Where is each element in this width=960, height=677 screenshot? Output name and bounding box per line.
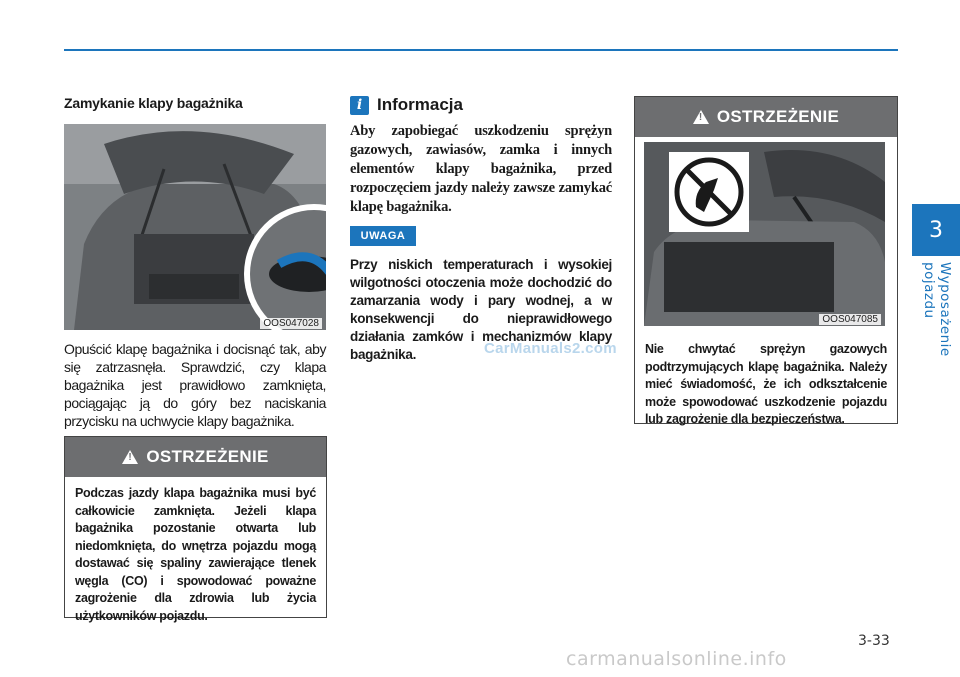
- info-title: Informacja: [377, 95, 463, 114]
- info-icon: i: [350, 96, 369, 115]
- warning-title: OSTRZEŻENIE: [716, 107, 840, 126]
- info-heading: [350, 95, 463, 115]
- photo-code: OOS047028: [260, 318, 322, 329]
- page-number: 3-33: [858, 633, 890, 649]
- warning-triangle-icon: [693, 110, 709, 124]
- warning-text: Podczas jazdy klapa bagażnika musi być całkowicie zamknięta. Jeżeli klapa bagażnika pozostanie otwarta lub niedomknięta, do wnętrza pojazdu mogą dostawać się spaliny zawierające tlenek węgla (CO) i spowodować poważne zagrożenie dla zdrowia lub życia użytkowników pojazdu.: [75, 486, 316, 623]
- warning-box-exhaust: [64, 436, 327, 623]
- warning-text: Nie chwytać sprężyn gazowych podtrzymujących klapę bagażnika. Należy mieć świadomość, że ich odkształcenie może spowodować uszkodzenie pojazdu lub zagrożenie dla bezpieczeństwa.: [645, 342, 887, 426]
- site-watermark: CarManuals2.com: [484, 340, 617, 357]
- closing-instructions: Opuścić klapę bagażnika i docisnąć tak, aby się zatrzasnęła. Sprawdzić, czy klapa bagażnika jest prawidłowo zamknięta, pociągając ją do góry bez naciskania przycisku na uchwycie klapy bagażnika.: [64, 341, 326, 429]
- info-text: Aby zapobiegać uszkodzeniu sprężyn gazowych, zawiasów, zamka i innych elementów klapy bagażnika, przed rozpoczęciem jazdy należy zawsze zamykać klapę bagażnika.: [350, 123, 612, 215]
- warning-triangle-icon: [122, 450, 138, 464]
- photo-code: OOS047085: [819, 314, 881, 325]
- chapter-title: Wyposażenie pojazdu: [921, 262, 953, 357]
- footer-watermark: carmanualsonline.info: [566, 648, 787, 670]
- warning-title: OSTRZEŻENIE: [146, 447, 269, 466]
- tailgate-closing-photo: [64, 124, 326, 330]
- warning-header: [65, 437, 326, 477]
- notice-text: Przy niskich temperaturach i wysokiej wilgotności otoczenia może dochodzić do zamarzania wody i pary wodnej, a w konsekwencji do nieprawidłowego działania zamków i mechanizmów klapy bagażnika.: [350, 257, 612, 362]
- notice-badge: UWAGA: [350, 226, 416, 246]
- warning-header: [635, 97, 897, 137]
- chapter-number-tab: 3: [912, 204, 960, 256]
- gas-spring-illustration: [644, 142, 885, 326]
- section-heading: Zamykanie klapy bagażnika: [64, 95, 243, 111]
- tailgate-closing-illustration: [64, 124, 326, 330]
- gas-spring-photo: [644, 142, 885, 326]
- top-rule: [64, 49, 898, 51]
